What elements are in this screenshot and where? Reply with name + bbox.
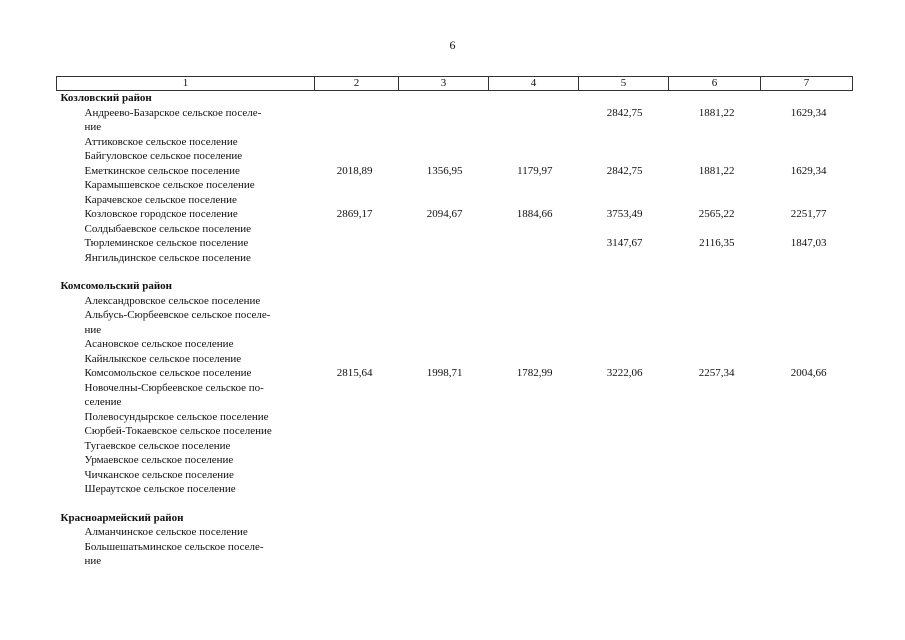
value-cell-col-4 (489, 540, 579, 569)
settlement-name (57, 410, 315, 425)
value-cell-col-6 (669, 482, 761, 497)
value-cell-col-6: 1881,22 (698, 164, 735, 177)
settlement-name-line: Карамышевское сельское поселение (84, 179, 255, 191)
settlement-name-line: Альбусь-Сюрбеевское сельское поселе- (84, 309, 271, 321)
value-cell-col-2 (315, 193, 399, 208)
value-cell-col-5 (579, 193, 669, 208)
settlement-name (57, 193, 315, 208)
value-cell-col-4 (489, 381, 579, 410)
settlement-name (57, 468, 315, 483)
settlement-name-line: ние (84, 121, 102, 133)
settlement-name (57, 366, 315, 381)
value-cell-col-5 (579, 482, 669, 497)
settlement-name (57, 106, 315, 135)
table-row (57, 468, 853, 483)
table-row (57, 525, 853, 540)
settlement-name-line: Новочелны-Сюрбеевское сельское по- (84, 381, 264, 394)
settlement-name (57, 135, 315, 150)
settlement-name-line: Янгильдинское сельское поселение (84, 251, 251, 264)
data-table (56, 76, 853, 569)
table-row (57, 164, 853, 179)
settlement-name-line: Андреево-Базарское сельское поселе- (84, 106, 262, 119)
value-cell-col-2 (315, 337, 399, 352)
value-cell-col-3 (399, 178, 489, 193)
value-cell-col-2 (315, 482, 399, 497)
spacer-row (57, 265, 853, 279)
value-cell-col-3: 1356,95 (426, 164, 463, 177)
settlement-name-line: Сюрбей-Токаевское сельское поселение (84, 425, 272, 437)
value-cell-col-7 (761, 352, 853, 367)
value-cell-col-6 (669, 424, 761, 439)
table-row (57, 424, 853, 439)
value-cell-col-7 (761, 193, 853, 208)
settlement-name (57, 164, 315, 179)
value-cell-col-3 (399, 525, 489, 540)
value-cell-col-4 (489, 308, 579, 337)
value-cell-col-2 (315, 424, 399, 439)
value-cell-col-7 (761, 424, 853, 439)
value-cell-col-7: 2004,66 (790, 367, 827, 379)
value-cell-col-6 (669, 410, 761, 425)
value-cell-col-5 (579, 294, 669, 309)
value-cell-col-3 (399, 236, 489, 251)
value-cell-col-2 (315, 381, 399, 410)
table-row (57, 149, 853, 164)
value-cell-col-7 (761, 525, 853, 540)
value-cell-col-2 (315, 106, 399, 135)
value-cell-col-7: 1629,34 (790, 106, 827, 119)
value-cell-col-4: 1884,66 (516, 208, 553, 220)
value-cell-col-6: 2116,35 (699, 237, 735, 249)
value-cell-col-5 (579, 222, 669, 237)
table-header (57, 77, 853, 91)
settlement-name-line: Большешатьминское сельское поселе- (84, 540, 264, 553)
value-cell-col-2: 2869,17 (336, 208, 373, 220)
value-cell-col-5: 2842,75 (606, 164, 643, 177)
settlement-name-line: Козловское городское поселение (84, 208, 238, 220)
table-row (57, 106, 853, 135)
table-row (57, 135, 853, 150)
value-cell-col-5 (579, 352, 669, 367)
value-cell-col-3 (399, 468, 489, 483)
value-cell-col-2 (315, 236, 399, 251)
value-cell-col-7 (761, 337, 853, 352)
settlement-name-line: Асановское сельское поселение (84, 338, 234, 350)
value-cell-col-3 (399, 135, 489, 150)
value-cell-col-2: 2815,64 (336, 367, 373, 379)
value-cell-col-2 (315, 453, 399, 468)
value-cell-col-4 (489, 135, 579, 150)
settlement-name (57, 178, 315, 193)
value-cell-col-4 (489, 193, 579, 208)
value-cell-col-2 (315, 222, 399, 237)
value-cell-col-5 (579, 540, 669, 569)
table-row (57, 453, 853, 468)
value-cell-col-4 (489, 525, 579, 540)
district-name: Красноармейский район (60, 511, 184, 524)
value-cell-col-2 (315, 294, 399, 309)
value-cell-col-4 (489, 222, 579, 237)
value-cell-col-3 (399, 410, 489, 425)
value-cell-col-3 (399, 251, 489, 266)
value-cell-col-7 (761, 439, 853, 454)
spacer-cell (57, 265, 853, 279)
column-header-1: 1 (57, 77, 315, 91)
value-cell-col-3 (399, 106, 489, 135)
value-cell-col-2 (315, 149, 399, 164)
table-row (57, 540, 853, 569)
value-cell-col-7: 2251,77 (790, 208, 827, 220)
value-cell-col-4 (489, 468, 579, 483)
value-cell-col-3 (399, 308, 489, 337)
column-header-5: 5 (579, 77, 669, 91)
table-row (57, 193, 853, 208)
table-body (57, 91, 853, 569)
table-row (57, 410, 853, 425)
settlement-name (57, 424, 315, 439)
value-cell-col-5 (579, 251, 669, 266)
value-cell-col-4 (489, 251, 579, 266)
table-row (57, 251, 853, 266)
settlement-name-line: Шераутское сельское поселение (84, 483, 236, 495)
settlement-name (57, 439, 315, 454)
value-cell-col-5 (579, 178, 669, 193)
value-cell-col-2 (315, 540, 399, 569)
settlement-name (57, 540, 315, 569)
value-cell-col-7: 1847,03 (790, 237, 827, 249)
value-cell-col-6 (669, 525, 761, 540)
table-row (57, 222, 853, 237)
table-row (57, 207, 853, 222)
value-cell-col-3 (399, 424, 489, 439)
value-cell-col-6 (669, 135, 761, 150)
settlement-name-line: Урмаевское сельское поселение (84, 454, 234, 466)
value-cell-col-3 (399, 453, 489, 468)
value-cell-col-3: 1998,71 (426, 367, 463, 379)
page-number: 6 (449, 38, 456, 52)
value-cell-col-4 (489, 439, 579, 454)
value-cell-col-7 (761, 308, 853, 337)
value-cell-col-7 (761, 453, 853, 468)
value-cell-col-5 (579, 337, 669, 352)
value-cell-col-6 (669, 439, 761, 454)
settlement-name (57, 337, 315, 352)
settlement-name-line: Кайнлыкское сельское поселение (84, 352, 242, 365)
value-cell-col-3 (399, 294, 489, 309)
value-cell-col-4 (489, 106, 579, 135)
value-cell-col-3 (399, 337, 489, 352)
value-cell-col-2 (315, 178, 399, 193)
value-cell-col-2 (315, 135, 399, 150)
district-row (57, 279, 853, 294)
table-row (57, 337, 853, 352)
value-cell-col-5 (579, 468, 669, 483)
value-cell-col-4: 1782,99 (516, 367, 553, 379)
value-cell-col-4 (489, 482, 579, 497)
value-cell-col-7 (761, 251, 853, 266)
value-cell-col-3 (399, 540, 489, 569)
value-cell-col-4 (489, 424, 579, 439)
value-cell-col-2 (315, 468, 399, 483)
value-cell-col-6 (669, 352, 761, 367)
table-row (57, 308, 853, 337)
value-cell-col-7 (761, 222, 853, 237)
value-cell-col-5: 3753,49 (606, 208, 643, 220)
settlement-name (57, 381, 315, 410)
value-cell-col-3 (399, 193, 489, 208)
settlement-name-line: Алманчинское сельское поселение (84, 526, 248, 538)
settlement-name (57, 482, 315, 497)
value-cell-col-6 (669, 222, 761, 237)
table-row (57, 352, 853, 367)
value-cell-col-2 (315, 410, 399, 425)
table-row (57, 178, 853, 193)
settlement-name (57, 453, 315, 468)
value-cell-col-4 (489, 149, 579, 164)
value-cell-col-5 (579, 439, 669, 454)
settlement-name (57, 207, 315, 222)
value-cell-col-5: 3222,06 (606, 367, 643, 379)
settlement-name-line: Карачевское сельское поселение (84, 193, 237, 206)
value-cell-col-6 (669, 540, 761, 569)
value-cell-col-6 (669, 251, 761, 266)
value-cell-col-4: 1179,97 (517, 164, 553, 177)
district-name: Козловский район (60, 92, 152, 104)
value-cell-col-7: 1629,34 (790, 164, 827, 177)
value-cell-col-5 (579, 525, 669, 540)
value-cell-col-6 (669, 468, 761, 483)
value-cell-col-4 (489, 178, 579, 193)
value-cell-col-2 (315, 525, 399, 540)
value-cell-col-2: 2018,89 (336, 164, 373, 177)
value-cell-col-6 (669, 149, 761, 164)
table-row (57, 439, 853, 454)
value-cell-col-3 (399, 439, 489, 454)
settlement-name-line: селение (84, 396, 122, 408)
settlement-name-line: Еметкинское сельское поселение (84, 164, 240, 177)
column-header-7: 7 (761, 77, 853, 91)
table-row (57, 381, 853, 410)
district-row (57, 511, 853, 526)
value-cell-col-6 (669, 193, 761, 208)
value-cell-col-5 (579, 381, 669, 410)
settlement-name-line: Комсомольское сельское поселение (84, 367, 252, 379)
value-cell-col-3 (399, 149, 489, 164)
value-cell-col-6 (669, 294, 761, 309)
settlement-name-line: Байгуловское сельское поселение (84, 150, 243, 162)
value-cell-col-6 (669, 337, 761, 352)
district-name: Комсомольский район (60, 280, 173, 292)
value-cell-col-2 (315, 352, 399, 367)
settlement-name-line: ние (84, 323, 102, 336)
value-cell-col-5 (579, 453, 669, 468)
settlement-name-line: Александровское сельское поселение (84, 294, 261, 307)
value-cell-col-7 (761, 149, 853, 164)
table-row (57, 294, 853, 309)
value-cell-col-2 (315, 439, 399, 454)
settlement-name-line: Тюрлеминское сельское поселение (84, 237, 249, 249)
value-cell-col-4 (489, 294, 579, 309)
district-row (57, 91, 853, 106)
settlement-name-line: ние (84, 555, 102, 567)
value-cell-col-7 (761, 540, 853, 569)
settlement-name-line: Чичканское сельское поселение (84, 468, 234, 481)
settlement-name (57, 308, 315, 337)
value-cell-col-6: 2257,34 (698, 367, 735, 379)
value-cell-col-7 (761, 294, 853, 309)
column-header-3: 3 (399, 77, 489, 91)
column-header-6: 6 (669, 77, 761, 91)
value-cell-col-5 (579, 149, 669, 164)
value-cell-col-5 (579, 135, 669, 150)
value-cell-col-7 (761, 381, 853, 410)
value-cell-col-5 (579, 424, 669, 439)
value-cell-col-2 (315, 251, 399, 266)
value-cell-col-6: 2565,22 (698, 208, 735, 220)
value-cell-col-6: 1881,22 (698, 106, 735, 119)
table-row (57, 482, 853, 497)
settlement-name (57, 525, 315, 540)
header-row (57, 77, 853, 91)
value-cell-col-5: 2842,75 (606, 106, 643, 119)
settlement-name (57, 352, 315, 367)
value-cell-col-6 (669, 453, 761, 468)
settlement-name (57, 222, 315, 237)
value-cell-col-7 (761, 178, 853, 193)
value-cell-col-6 (669, 308, 761, 337)
value-cell-col-5 (579, 308, 669, 337)
spacer-row (57, 497, 853, 511)
value-cell-col-5 (579, 410, 669, 425)
spacer-cell (57, 497, 853, 511)
settlement-name-line: Полевосундырское сельское поселение (84, 410, 269, 423)
value-cell-col-7 (761, 468, 853, 483)
settlement-name-line: Солдыбаевское сельское поселение (84, 222, 252, 235)
value-cell-col-3 (399, 222, 489, 237)
value-cell-col-7 (761, 482, 853, 497)
settlement-name (57, 251, 315, 266)
value-cell-col-4 (489, 352, 579, 367)
value-cell-col-4 (489, 410, 579, 425)
value-cell-col-6 (669, 178, 761, 193)
value-cell-col-4 (489, 236, 579, 251)
column-header-2: 2 (315, 77, 399, 91)
value-cell-col-7 (761, 410, 853, 425)
column-header-4: 4 (489, 77, 579, 91)
settlement-name (57, 294, 315, 309)
value-cell-col-5: 3147,67 (606, 237, 643, 249)
settlement-name (57, 236, 315, 251)
value-cell-col-4 (489, 337, 579, 352)
table-row (57, 236, 853, 251)
settlement-name-line: Тугаевское сельское поселение (84, 439, 231, 452)
value-cell-col-3 (399, 482, 489, 497)
settlement-name (57, 149, 315, 164)
table-row (57, 366, 853, 381)
value-cell-col-2 (315, 308, 399, 337)
value-cell-col-3 (399, 381, 489, 410)
value-cell-col-3: 2094,67 (426, 208, 463, 220)
value-cell-col-6 (669, 381, 761, 410)
value-cell-col-3 (399, 352, 489, 367)
value-cell-col-7 (761, 135, 853, 150)
value-cell-col-4 (489, 453, 579, 468)
settlement-name-line: Аттиковское сельское поселение (84, 135, 238, 148)
